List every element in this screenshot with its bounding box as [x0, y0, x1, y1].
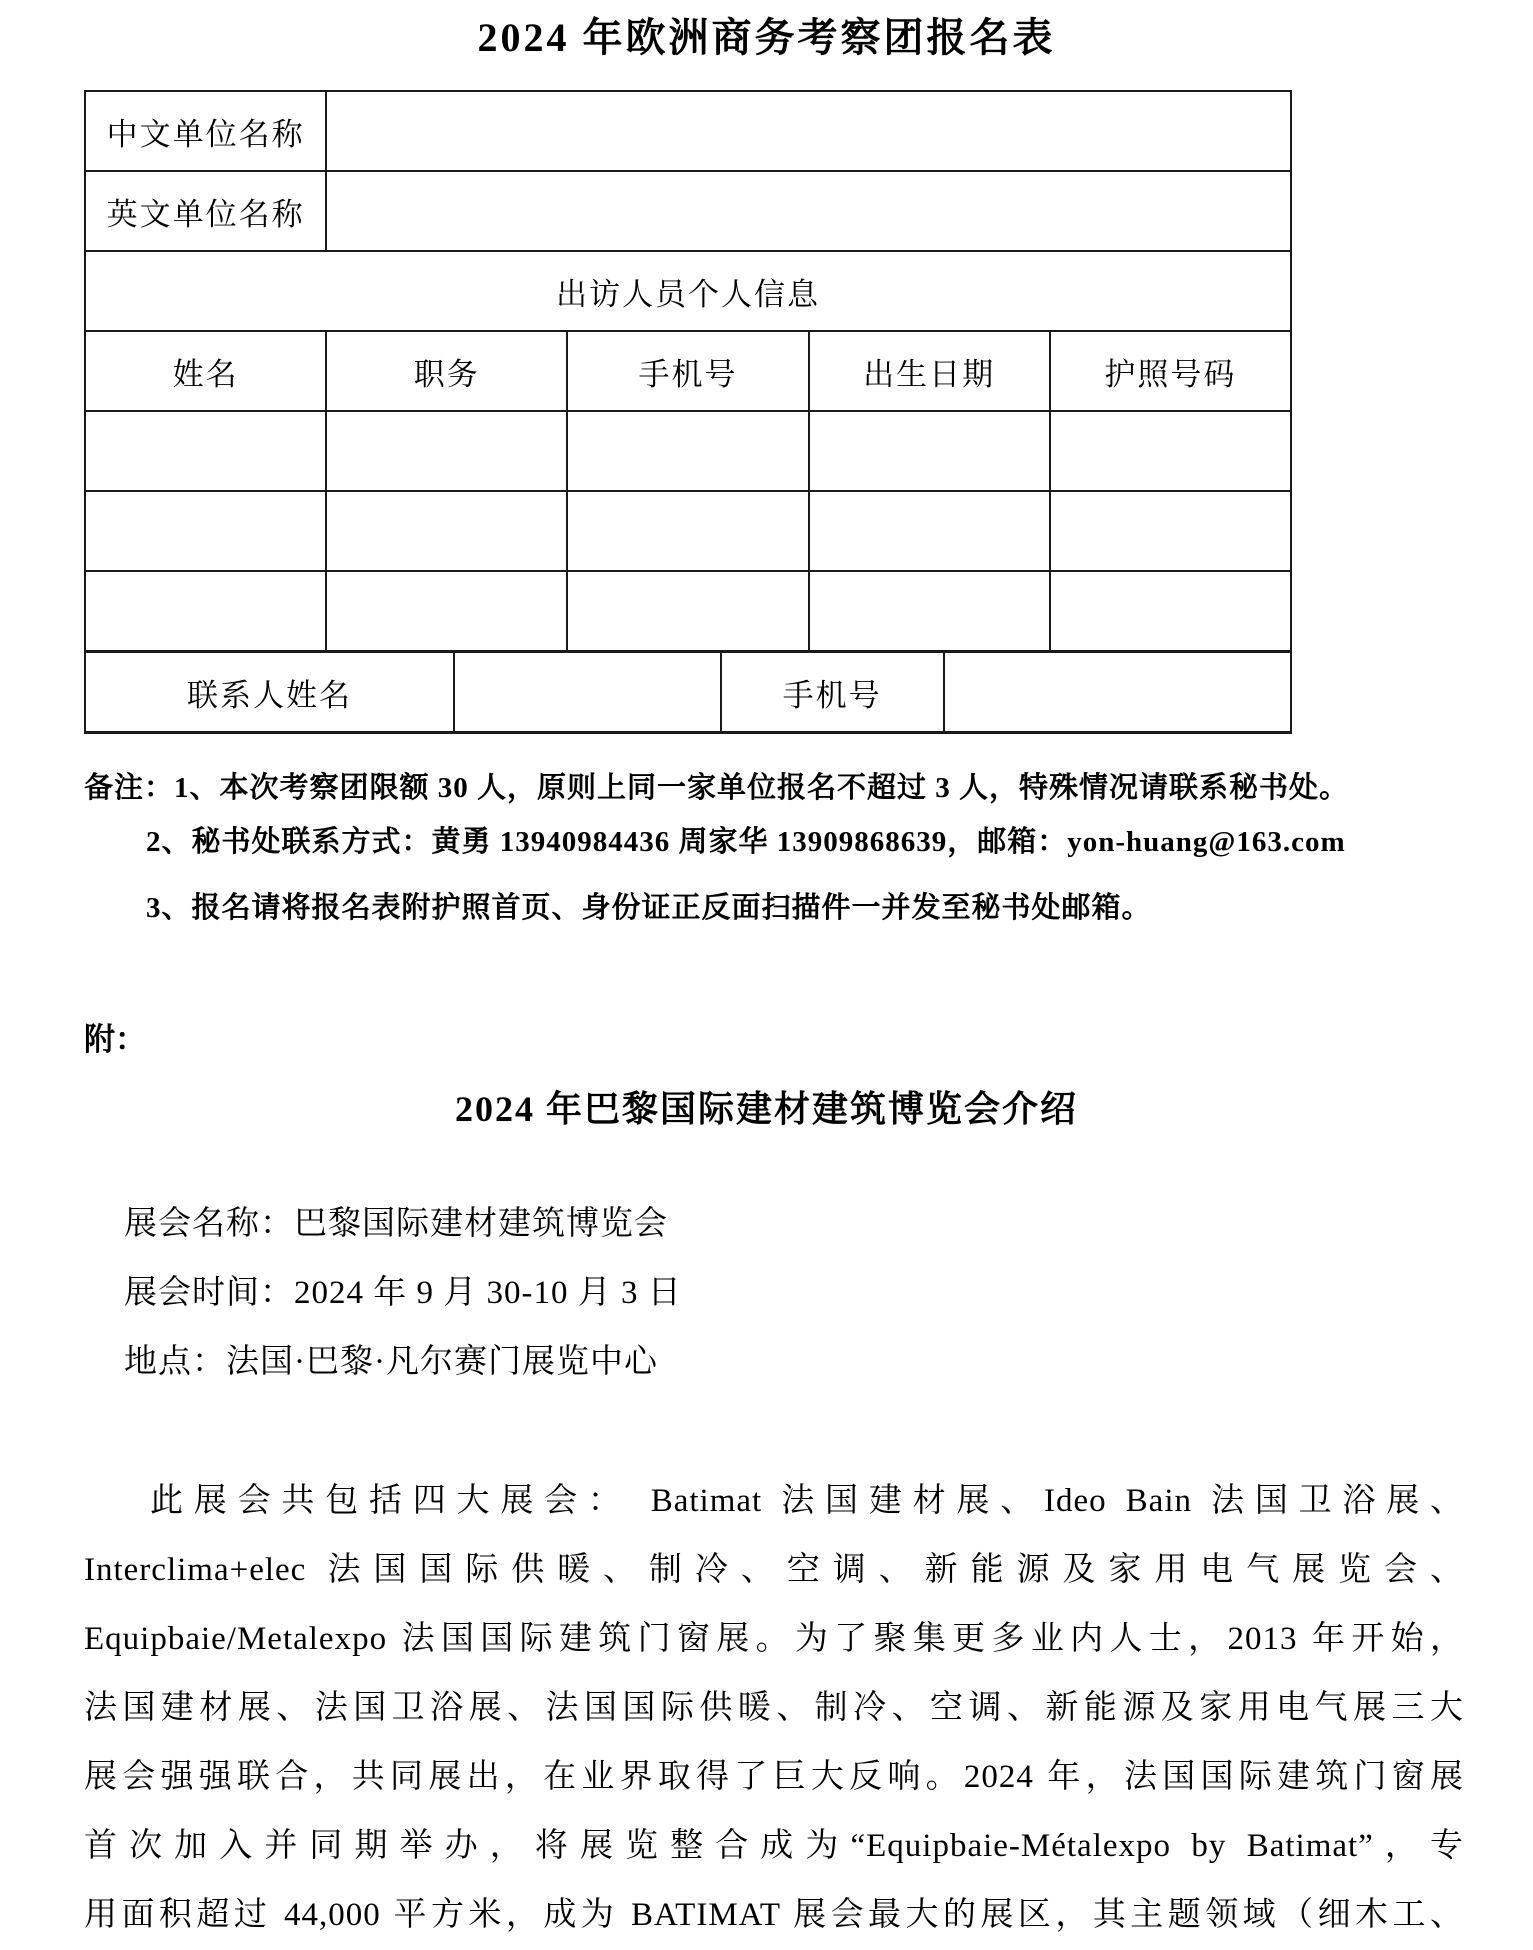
paragraph-line: 法国建材展、法国卫浴展、法国国际供暖、制冷、空调、新能源及家用电气展三大: [84, 1690, 1464, 1726]
contact-row: [85, 652, 1291, 733]
paragraph-line: 用面积超过 44,000 平方米，成为 BATIMAT 展会最大的展区，其主题领域（细木工、: [84, 1897, 1464, 1933]
person-mobile-input[interactable]: [567, 411, 808, 491]
column-header-passport: 护照号码: [1050, 331, 1291, 411]
column-header-position: 职务: [326, 331, 567, 411]
paragraph-line: 首次加入并同期举办，将展览整合成为“Equipbaie-Métalexpo by Batimat”，专: [84, 1828, 1464, 1864]
column-header-birthdate: 出生日期: [809, 331, 1050, 411]
person-passport-input[interactable]: [1050, 571, 1291, 651]
contact-table: [84, 650, 1292, 734]
expo-details: [124, 1190, 1533, 1397]
person-birthdate-input[interactable]: [809, 571, 1050, 651]
person-mobile-input[interactable]: [567, 491, 808, 571]
notes-section: [84, 768, 1464, 928]
en-unit-name-input[interactable]: [326, 171, 1291, 251]
cn-unit-name-label: 中文单位名称: [85, 91, 326, 171]
note-line-1: 备注：1、本次考察团限额 30 人，原则上同一家单位报名不超过 3 人，特殊情况请联系秘书处。: [84, 772, 1350, 804]
person-position-input[interactable]: [326, 571, 567, 651]
note-line-3: 3、报名请将报名表附护照首页、身份证正反面扫描件一并发至秘书处邮箱。: [146, 892, 1152, 924]
note-line-2: 2、秘书处联系方式：黄勇 13940984436 周家华 13909868639，邮箱：yon-huang@163.com: [146, 826, 1346, 858]
registration-form-table: [84, 90, 1292, 734]
contact-phone-label: 手机号: [721, 652, 944, 733]
contact-phone-input[interactable]: [944, 652, 1291, 733]
paragraph-line: 此展会共包括四大展会： Batimat 法国建材展、Ideo Bain 法国卫浴展、: [150, 1483, 1464, 1519]
person-birthdate-input[interactable]: [809, 411, 1050, 491]
person-name-input[interactable]: [85, 411, 326, 491]
attachment-label: 附：: [84, 1022, 146, 1057]
person-position-input[interactable]: [326, 411, 567, 491]
attachment-title: 2024 年巴黎国际建材建筑博览会介绍: [454, 1089, 1078, 1129]
person-birthdate-input[interactable]: [809, 491, 1050, 571]
person-row-3: [85, 571, 1291, 651]
contact-name-input[interactable]: [454, 652, 721, 733]
expo-name-line: 展会名称：巴黎国际建材建筑博览会: [124, 1206, 668, 1242]
paragraph-line: Equipbaie/Metalexpo 法国国际建筑门窗展。为了聚集更多业内人士，2013 年开始，: [84, 1621, 1464, 1657]
column-header-row: [85, 331, 1291, 411]
section-header-row: [85, 251, 1291, 331]
person-passport-input[interactable]: [1050, 491, 1291, 571]
page-title: 2024 年欧洲商务考察团报名表: [477, 15, 1056, 60]
person-name-input[interactable]: [85, 571, 326, 651]
main-table: [84, 90, 1292, 652]
person-passport-input[interactable]: [1050, 411, 1291, 491]
person-row-1: [85, 411, 1291, 491]
person-name-input[interactable]: [85, 491, 326, 571]
section-header: 出访人员个人信息: [85, 251, 1291, 331]
cn-unit-name-row: [85, 91, 1291, 171]
expo-description-paragraph: [84, 1467, 1464, 1950]
contact-name-label: 联系人姓名: [85, 652, 454, 733]
cn-unit-name-input[interactable]: [326, 91, 1291, 171]
en-unit-name-row: [85, 171, 1291, 251]
en-unit-name-label: 英文单位名称: [85, 171, 326, 251]
expo-location-line: 地点：法国·巴黎·凡尔赛门展览中心: [124, 1344, 658, 1380]
paragraph-line: 展会强强联合，共同展出，在业界取得了巨大反响。2024 年，法国国际建筑门窗展: [84, 1759, 1464, 1795]
person-row-2: [85, 491, 1291, 571]
paragraph-line: Interclima+elec 法国国际供暖、制冷、空调、新能源及家用电气展览会、: [84, 1552, 1464, 1588]
person-position-input[interactable]: [326, 491, 567, 571]
column-header-mobile: 手机号: [567, 331, 808, 411]
person-mobile-input[interactable]: [567, 571, 808, 651]
column-header-name: 姓名: [85, 331, 326, 411]
expo-time-line: 展会时间：2024 年 9 月 30-10 月 3 日: [124, 1275, 682, 1311]
